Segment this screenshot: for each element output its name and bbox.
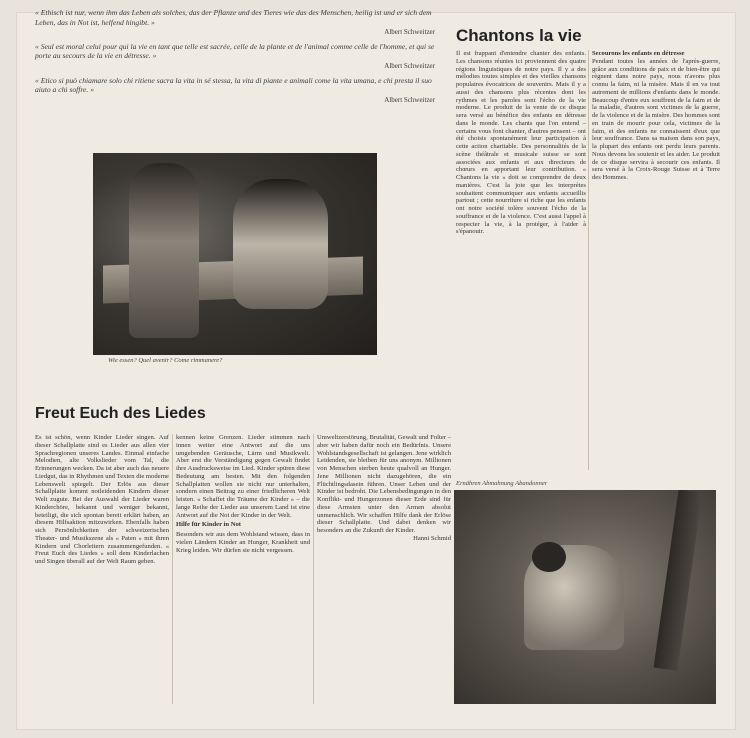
children-on-bench-photo — [93, 153, 377, 355]
quote-french — [35, 42, 435, 72]
german-text-column-2 — [176, 434, 310, 554]
quote-text: « Ethisch ist nur, wenn ihm das Leben als solches, das der Pflanze und des Tieres wie das des Menschen, heilig ist und er sich dem Leben, das in Not ist, helfend hingibt. » — [35, 8, 432, 27]
french-text-column-1: Il est frappant d'entendre chanter des enfants. Les chansons réunies ici proviennent des quatre régions linguistiques de notre pays. Il y a des mélodies toutes simples et des vieilles chansons populaires évocatrices de souvenirs. Mais il y a aussi des chansons plus récentes dont les rythmes et les paroles sont l'écho de la vie moderne. Le produit de la vente de ce disque sera versé au bénéfice des enfants en détresse dans le monde. Les chants que l'on entend – certains vous font chanter, d'autres pensent – ont été choisis spontanément leur participation à cette action charitable. Des personnalités de la scène théâtrale et musicale suisse se sont associées aux enfants et aux directeurs de chœurs en apportant leur contribution. « Chantons la vie » doit se comprendre de deux manières. C'est la joie que les interprètes souhaitent communiquer aux enfants accueillis partout ; cette nourriture si riche que les enfants ont notre société tolère souvent l'écho de la souffrance et de la violence. C'est aussi l'appel à respecter la vie, à la protéger, à l'aider à s'épanouir. — [456, 50, 586, 236]
german-column-2-text: kennen keine Grenzen. Lieder stimmen nach innen weiter eine Antwort auf die uns umgebenden Geräusche, Lärm und Musikwelt. Aber erst die Verständigung gegen Gewalt findet ihre Ausdrucksweise im Lied. Kinder spüren diese Bedeutung am besten. Mit den folgenden Schallplatten wollen sie nicht nur unterhalten, sondern einen Beitrag zu einer friedlicheren Welt leisten. « Schaffet die Träume der Kinder » – die lange Reihe der Lieder aus unserem Land ist eine Antwort auf die Not der Kinder in der Welt. — [176, 434, 310, 519]
german-text-column-3 — [317, 434, 451, 543]
photo-caption: Wie essen? Quel avenir? Come rimmanere? — [108, 357, 223, 364]
quote-author: Albert Schweitzer — [384, 28, 435, 37]
quote-italian — [35, 76, 435, 106]
child-head-shape — [532, 542, 566, 572]
sitting-child-shape — [233, 179, 328, 309]
column-divider — [588, 50, 589, 470]
german-heading: Freut Euch des Liedes — [35, 405, 206, 422]
german-column-3-text: Umweltzerstörung, Brutalität, Gewalt und Folter – aber wir haben dafür noch ein Bedürfnis. Unsere Wohlstandsgesellschaft ist gelangen. Jene wirklich Leidenden, sie bleiben für uns anonym. Millionen von Menschen sterben heute qualvoll an Hunger. Jene Millionen nicht dazugehören, die ein Flüchtlingsdasein führen. Unser Leben und der Kinder ist bedroht. Die Lebensbedingungen in den Konflikt- und Hungerzonen dieser Erde sind für diese Armsten unter den Armen absolut unmenschlich. Wir schaffen Hilfe dank der Erlöse dieser Schallplatte. Und dabei denken wir besonders an die Zukunft der Kinder. — [317, 434, 451, 534]
quote-author: Albert Schweitzer — [384, 95, 435, 104]
quote-text: « Seul est moral celui pour qui la vie en tant que telle est sacrée, celle de la plante et de l'animal comme celle de l'homme, et qui se porte au secours de la vie en détresse. » — [35, 41, 435, 61]
quote-author: Albert Schweitzer — [384, 61, 435, 70]
signature: Hanni Schmid — [413, 534, 451, 542]
column-divider — [172, 434, 173, 704]
german-text-column-1: Es ist schön, wenn Kinder Lieder singen. Auf dieser Schallplatte sind es Lieder aus allen vier Sprachregionen unseres Landes. Einmal einfache Melodien, alte Volkslieder vom Tal, die Erinnerungen wecken. Da ist aber auch das neuere Liedgut, das in Rhythmen und Texten die moderne Lebenswelt spiegelt. Der Erlös aus dieser Schallplatte kommt notleidenden Kindern dieser Welt zugute. Bei der Auswahl der Lieder waren Kinderchöre, bekannt und weniger bekannt, beteiligt, die sich spontan bereit erklärt haben, an diesem Hilfsaktion mitzuwirken. Ebenfalls haben sich Persönlichkeiten der schweizerischen Theater- und Musikszene als « Paten » mit ihren Kindern und Chorleitern zusammengefunden. « Freut Euch des Liedes » soll dem Kinderlachen und Singen überall auf der Welt Raum geben. — [35, 434, 169, 565]
quote-german — [35, 8, 435, 38]
french-text-column-2 — [592, 50, 720, 182]
french-heading: Chantons la vie — [456, 26, 582, 45]
quotes-block — [35, 8, 435, 109]
tree-trunk-shape — [654, 490, 703, 671]
standing-child-shape — [129, 163, 199, 338]
column-divider — [313, 434, 314, 704]
photo-caption: Ernähren Abmahnung Abandonner — [456, 480, 548, 487]
french-subheading: Secourons les enfants en détresse — [592, 50, 685, 57]
quote-text: « Etico si può chiamare solo chi ritiene sacra la vita in sé stessa, la vita di piante e animali come la vita umana, e chi presta il suo aiuto a chi soffre. » — [35, 75, 432, 95]
french-column-2-text: Pendant toutes les années de l'après-guerre, grâce aux conditions de paix et de bien-être qui règnent dans notre pays, nous n'avons plus connu la faim, ni la misère. Mais il en va tout autrement de millions d'enfants dans le monde. Beaucoup d'entre eux souffrent de la faim et de la maladie, d'autres sont victimes de la guerre, de la violence et de la misère. Des hommes sont en train de mourir pour cela, victimes de la faim, et des enfants ne connaissent d'eux que leur souffrance. Dans sa maison dans son pays, la plupart des enfants ont perdu leurs parents. Nous devons les soutenir et les aider. Le produit de ce disque servira à secourir ces enfants. Il sera versé à la Croix-Rouge Suisse et à Terre des Hommes. — [592, 57, 720, 181]
german-column-2b-text: Besonders wir aus dem Wohlstand wissen, dass in vielen Ländern Kinder an Hunger, Krankheit und Krieg leiden. Wir dürfen sie nicht vergessen. — [176, 531, 310, 554]
german-subheading: Hilfe für Kinder in Not — [176, 521, 241, 529]
child-sleeping-photo — [454, 490, 716, 704]
